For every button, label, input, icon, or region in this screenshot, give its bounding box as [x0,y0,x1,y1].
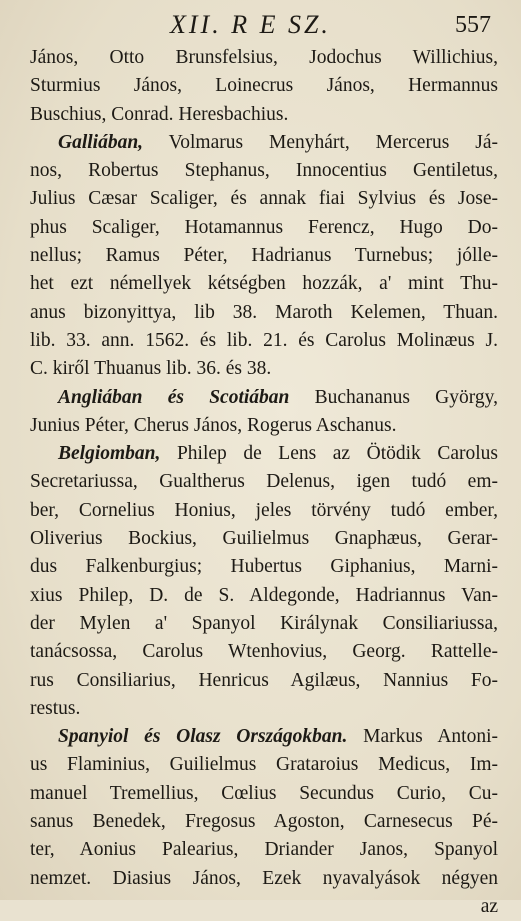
text-line [30,723,498,751]
line-text: Julius Cæsar Scaliger, és annak fiai Sylvius és Jose- [30,188,498,210]
line-text: Buschius, Conrad. Heresbachius. [30,103,289,125]
line-text: Markus Antoni- [347,726,498,748]
text-line [30,582,498,610]
line-text: nos, Robertus Stephanus, Innocentius Gentiletus, [30,160,498,182]
text-line [30,299,498,327]
text-line [30,695,498,723]
line-text: dus Falkenburgius; Hubertus Giphanius, Marni- [30,556,498,578]
text-line [30,667,498,695]
text-line [30,780,498,808]
line-text: restus. [30,697,81,719]
line-text: Sturmius János, Loinecrus János, Hermannus [30,75,498,97]
body-text [30,44,498,921]
text-line [30,242,498,270]
line-text: nemzet. Diasius János, Ezek nyavalyások négyen [30,867,498,889]
line-text: rus Consiliarius, Henricus Agilæus, Nannius Fo- [30,669,498,691]
line-text: manuel Tremellius, Cœlius Secundus Curio, Cu- [30,782,498,804]
line-text: Junius Péter, Cherus János, Rogerus Aschanus. [30,414,397,436]
line-text: tanácsossa, Carolus Wtenhovius, Georg. Rattelle- [30,641,498,663]
page-header [0,10,521,40]
line-text: Philep de Lens az Ötödik Carolus [160,443,498,465]
page-number: 557 [455,12,491,38]
text-line [30,129,498,157]
section-lead: Belgiomban, [58,443,161,465]
line-text: us Flaminius, Guilielmus Grataroius Medicus, Im- [30,754,498,776]
text-line [30,44,498,72]
text-line [30,412,498,440]
text-line [30,525,498,553]
line-text: nellus; Ramus Péter, Hadrianus Turnebus; jólle- [30,245,498,267]
line-text: János, Otto Brunsfelsius, Jodochus Willichius, [30,47,498,68]
line-text: ber, Cornelius Honius, jeles törvény tudó ember, [30,499,498,521]
text-line [30,553,498,581]
text-line [30,101,498,129]
line-text: Volmarus Menyhárt, Mercerus Já- [143,131,498,153]
running-head: XII. R E SZ. [170,10,331,39]
line-text: Oliverius Bockius, Guilielmus Gnaphæus, Gerar- [30,528,498,550]
text-line [30,270,498,298]
line-text: Buchananus György, [289,386,498,408]
text-line [30,808,498,836]
line-text: xius Philep, D. de S. Aldegonde, Hadriannus Van- [30,584,498,606]
text-line [30,610,498,638]
section-lead: Spanyiol és Olasz Országokban. [58,726,348,748]
line-text: sanus Benedek, Fregosus Agoston, Carnesecus Pé- [30,811,498,833]
line-text: het ezt némellyek kétségben hozzák, a' mint Thu- [30,273,498,295]
text-line [30,185,498,213]
line-text: ter, Aonius Palearius, Driander Janos, Spanyol [30,839,498,861]
text-line [30,72,498,100]
line-text: anus bizonyittya, lib 38. Maroth Kelemen, Thuan. [30,301,498,323]
line-text: der Mylen a' Spanyol Királynak Consiliariussa, [30,612,498,634]
text-line [30,214,498,242]
line-text: Secretariussa, Gualtherus Delenus, igen tudó em- [30,471,498,493]
line-text: C. kiről Thuanus lib. 36. és 38. [30,358,272,380]
text-line [30,355,498,383]
text-line [30,836,498,864]
text-line [30,751,498,779]
text-line [30,440,498,468]
text-line [30,327,498,355]
text-line [30,638,498,666]
section-lead: Galliában, [58,131,144,153]
text-line [30,865,498,893]
line-text: az [480,895,498,917]
text-line [30,497,498,525]
line-text: phus Scaliger, Hotamannus Ferencz, Hugo Do- [30,216,498,238]
text-line [30,893,498,921]
text-line [30,384,498,412]
text-line [30,468,498,496]
section-lead: Angliában és Scotiában [58,386,290,408]
text-line [30,157,498,185]
line-text: lib. 33. ann. 1562. és lib. 21. és Carolus Molinæus J. [30,329,498,351]
